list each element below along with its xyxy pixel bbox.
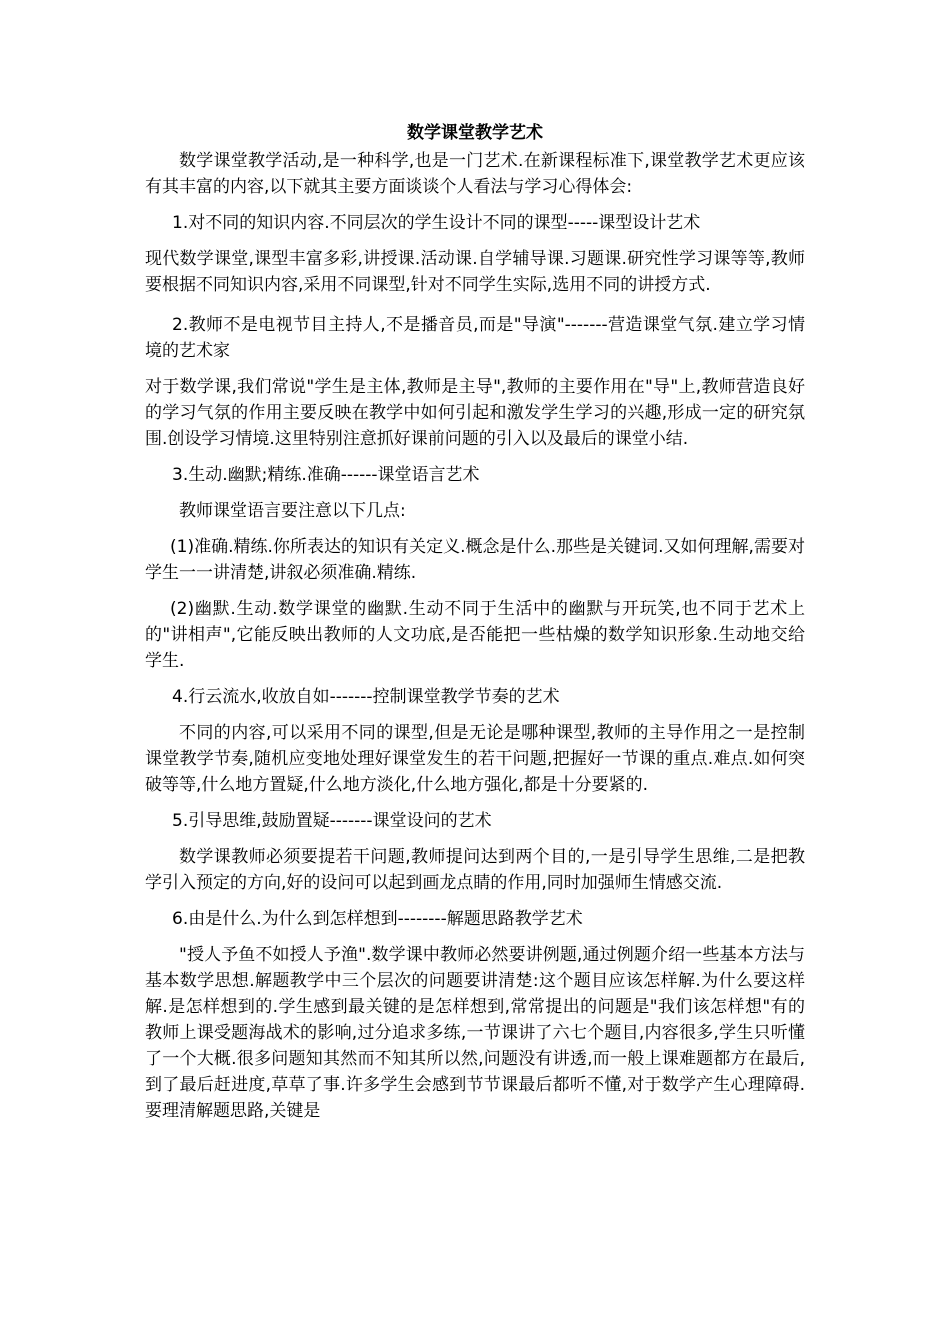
document-page: [145, 120, 805, 1124]
section-2-body: 对于数学课,我们常说"学生是主体,教师是主导",教师的主要作用在"导"上,教师营造良好的学习气氛的作用主要反映在教学中如何引起和激发学生学习的兴趣,形成一定的研究氛围.创设学习情境.这里特别注意抓好课前问题的引入以及最后的课堂小结.: [145, 377, 805, 449]
section-6-body: "授人予鱼不如授人予渔".数学课中教师必然要讲例题,通过例题介绍一些基本方法与基本数学思想.解题教学中三个层次的问题要讲清楚:这个题目应该怎样解.为什么要这样解.是怎样想到的.学生感到最关键的是怎样想到,常常提出的问题是"我们该怎样想"有的教师上课受题海战术的影响,过分追求多练,一节课讲了六七个题目,内容很多,学生只听懂了一个大概.很多问题知其然而不知其所以然,问题没有讲透,而一般上课难题都方在最后,到了最后赶进度,草草了事.许多学生会感到节节课最后都听不懂,对于数学产生心理障碍.要理清解题思路,关键是: [145, 945, 805, 1121]
document-title: 数学课堂教学艺术: [407, 123, 543, 143]
section-2-heading: 2.教师不是电视节目主持人,不是播音员,而是"导演"-------营造课堂气氛.建立学习情境的艺术家: [145, 315, 805, 361]
intro-paragraph: 数学课堂教学活动,是一种科学,也是一门艺术.在新课程标准下,课堂教学艺术更应该有其丰富的内容,以下就其主要方面谈谈个人看法与学习心得体会:: [145, 151, 805, 197]
section-4-body: 不同的内容,可以采用不同的课型,但是无论是哪种课型,教师的主导作用之一是控制课堂教学节奏,随机应变地处理好课堂发生的若干问题,把握好一节课的重点.难点.如何突破等等,什么地方置疑,什么地方淡化,什么地方强化,都是十分要紧的.: [145, 723, 805, 795]
section-1-body: 现代数学课堂,课型丰富多彩,讲授课.活动课.自学辅导课.习题课.研究性学习课等等,教师要根据不同知识内容,采用不同课型,针对不同学生实际,选用不同的讲授方式.: [145, 249, 805, 295]
section-6-heading: 6.由是什么.为什么到怎样想到--------解题思路教学艺术: [172, 909, 583, 929]
section-3-point-2: (2)幽默.生动.数学课堂的幽默.生动不同于生活中的幽默与开玩笑,也不同于艺术上的"讲相声",它能反映出教师的人文功底,是否能把一些枯燥的数学知识形象.生动地交给学生.: [145, 599, 805, 671]
section-5-body: 数学课教师必须要提若干问题,教师提问达到两个目的,一是引导学生思维,二是把教学引入预定的方向,好的设问可以起到画龙点睛的作用,同时加强师生情感交流.: [145, 847, 805, 893]
section-3-point-1: (1)准确.精练.你所表达的知识有关定义.概念是什么.那些是关键词.又如何理解,需要对学生一一讲清楚,讲叙必须准确.精练.: [145, 537, 805, 583]
section-4-heading: 4.行云流水,收放自如-------控制课堂教学节奏的艺术: [172, 687, 560, 707]
section-3-heading: 3.生动.幽默;精练.准确------课堂语言艺术: [172, 465, 480, 485]
section-5-heading: 5.引导思维,鼓励置疑-------课堂设问的艺术: [172, 811, 492, 831]
section-3-body: 教师课堂语言要注意以下几点:: [179, 501, 406, 521]
section-1-heading: 1.对不同的知识内容.不同层次的学生设计不同的课型-----课型设计艺术: [172, 213, 701, 233]
